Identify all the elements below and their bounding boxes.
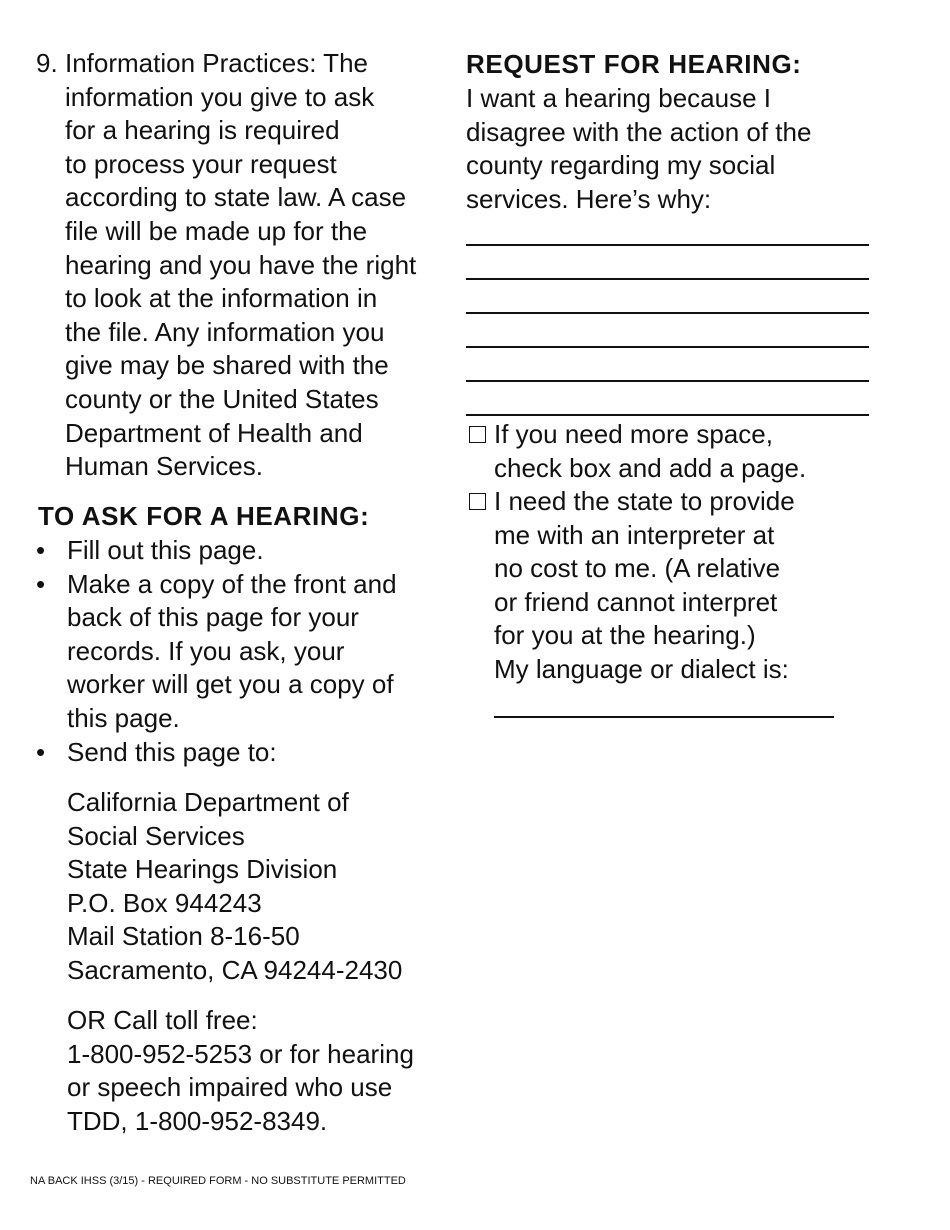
text-line: for a hearing is required	[65, 115, 340, 146]
phone-line: 1-800-952-5253 or for hearing	[67, 1038, 414, 1069]
phone-line: TDD, 1-800-952-8349.	[67, 1105, 328, 1136]
address-line: Social Services	[67, 820, 245, 851]
bullet-icon: •	[36, 736, 46, 767]
text-line: I need the state to provide	[494, 486, 795, 516]
interpreter-checkbox[interactable]	[469, 493, 486, 510]
text-line: Make a copy of the front and	[67, 568, 397, 599]
form-footer: NA BACK IHSS (3/15) - REQUIRED FORM - NO SUBSTITUTE PERMITTED	[30, 1175, 406, 1187]
reason-line[interactable]	[466, 244, 869, 246]
address-line: State Hearings Division	[67, 854, 338, 885]
more-space-checkbox[interactable]	[469, 426, 486, 443]
text-line: Information Practices: The	[65, 48, 368, 78]
reason-line[interactable]	[466, 312, 869, 314]
text-line: I want a hearing because I	[466, 83, 771, 113]
text-line: check box and add a page.	[494, 452, 807, 483]
text-line: Department of Health and	[65, 417, 363, 448]
text-line: no cost to me. (A relative	[494, 553, 781, 584]
text-line: file will be made up for the	[65, 216, 368, 246]
address-line: Mail Station 8-16-50	[67, 921, 300, 952]
address-line: P.O. Box 944243	[67, 887, 262, 918]
ask-hearing-heading: TO ASK FOR A HEARING:	[38, 501, 370, 531]
text-line: county or the United States	[65, 384, 379, 414]
address-line: Sacramento, CA 94244-2430	[67, 955, 403, 985]
address-line: California Department of	[67, 787, 349, 817]
text-line: hearing and you have the right	[65, 249, 417, 280]
text-line: records. If you ask, your	[67, 635, 345, 666]
item-number: 9.	[36, 48, 58, 78]
text-line: give may be shared with the	[65, 350, 389, 381]
text-line: worker will get you a copy of	[67, 669, 394, 700]
text-line: to process your request	[65, 148, 337, 179]
language-line[interactable]	[494, 716, 834, 718]
text-line: me with an interpreter at	[494, 519, 775, 550]
text-line: county regarding my social	[466, 150, 776, 181]
text-line: services. Here’s why:	[466, 183, 712, 214]
text-line: back of this page for your	[67, 602, 359, 633]
text-line: this page.	[67, 703, 180, 733]
reason-line[interactable]	[466, 278, 869, 280]
text-line: My language or dialect is:	[494, 654, 789, 684]
text-line: Human Services.	[65, 451, 263, 482]
reason-line[interactable]	[466, 414, 869, 416]
bullet-icon: •	[36, 535, 46, 565]
text-line: If you need more space,	[494, 419, 773, 449]
bullet-send-page: Send this page to:	[67, 736, 277, 767]
text-line: for you at the hearing.)	[494, 620, 756, 651]
text-line: disagree with the action of the	[466, 116, 812, 147]
text-line: to look at the information in	[65, 283, 378, 314]
text-line: the file. Any information you	[65, 316, 385, 347]
text-line: or friend cannot interpret	[494, 586, 778, 617]
phone-line: OR Call toll free:	[67, 1005, 258, 1035]
reason-line[interactable]	[466, 380, 869, 382]
phone-line: or speech impaired who use	[67, 1072, 393, 1103]
bullet-fill-out: Fill out this page.	[67, 535, 264, 565]
reason-line[interactable]	[466, 346, 869, 348]
request-hearing-heading: REQUEST FOR HEARING:	[466, 49, 802, 79]
text-line: according to state law. A case	[65, 182, 407, 213]
text-line: information you give to ask	[65, 81, 375, 112]
bullet-icon: •	[36, 568, 46, 599]
